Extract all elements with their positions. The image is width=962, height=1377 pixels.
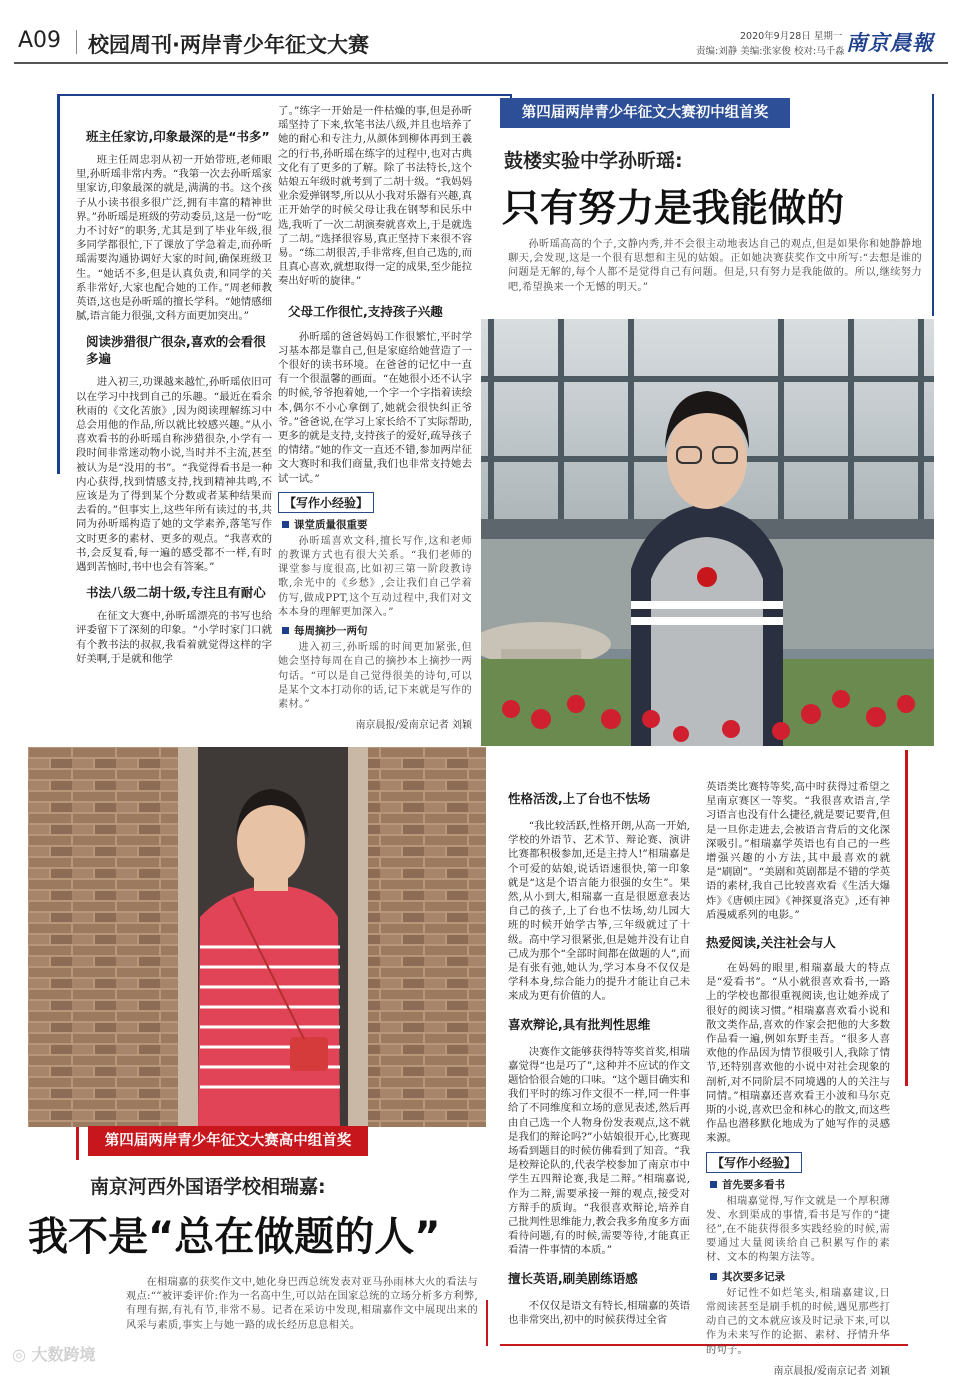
student-portrait-image-2 bbox=[28, 747, 486, 1127]
frame2-right-rule bbox=[905, 750, 908, 1086]
story2-subhead-1: 性格活泼,上了台也不怯场 bbox=[508, 791, 651, 806]
section-title: 校园周刊·两岸青少年征文大赛 bbox=[88, 33, 369, 57]
story2-subhead-4: 热爱阅读,关注社会与人 bbox=[706, 935, 836, 951]
story2-column-1 bbox=[508, 790, 690, 1327]
story2-column-2 bbox=[706, 780, 890, 1377]
header-divider bbox=[76, 30, 77, 54]
writing-tips-label: 【写作小经验】 bbox=[278, 492, 374, 513]
story2-banner-text: 第四届两岸青少年征文大赛高中组首奖 bbox=[104, 1133, 352, 1149]
story1-byline: 南京晨报/爱南京记者 刘颖 bbox=[355, 720, 472, 732]
story1-tip-1: 课堂质量很重要 bbox=[282, 517, 472, 532]
story1-photo bbox=[481, 319, 934, 746]
frame-left-rule bbox=[57, 94, 60, 474]
writing-tips-label-2: 【写作小经验】 bbox=[706, 1152, 802, 1173]
story1-column-1 bbox=[76, 118, 272, 666]
story1-column-2 bbox=[278, 104, 472, 731]
story1-kicker: 鼓楼实验中学孙昕瑶: bbox=[504, 150, 683, 172]
story1-subhead-2: 阅读涉猎很广很杂,喜欢的会看很多遍 bbox=[86, 334, 266, 367]
story1-tip-1-text: 孙昕瑶喜欢文科,擅长写作,这和老师的教课方式也有很大关系。“我们老师的课堂参与度很高,比如初三第一阶段教诗歌,余光中的《乡愁》,会让我们自己学着仿写,做成PPT,这个互动过程中,我们对文本本身的理解更加深入。” bbox=[278, 535, 472, 618]
story1-subhead-3: 书法八级二胡十级,专注且有耐心 bbox=[86, 585, 266, 601]
issue-date: 2020年9月28日 星期一 bbox=[740, 31, 843, 42]
editor-credits: 责编:刘静 美编:张家俊 校对:马千淼 bbox=[696, 46, 845, 57]
story1-tips-header bbox=[278, 492, 472, 513]
story1-paragraph-3: 在征文大赛中,孙昕瑶漂亮的书写也给评委留下了深刻的印象。“小学时家门口就有个教书法的叔叔,我看着就觉得这样的字好美啊,于是就和他学 bbox=[76, 610, 272, 665]
story2-paragraph-4: 英语类比赛特等奖,高中时获得过希望之星南京赛区一等奖。“我很喜欢语言,学习语言也没有什么捷径,就是要记要背,但是一旦你走进去,会被语言背后的文化深深吸引。”相瑞嘉学英语也有自己的一些增强兴趣的小方法,其中最喜欢的就是“刷剧”。“美剧和英剧都是不错的学英语的素材,我自己比较喜欢看《生活大爆炸》《唐顿庄园》《神探夏洛克》,还有神盾漫威系列的电影。” bbox=[706, 781, 890, 921]
story2-byline: 南京晨报/爱南京记者 刘颖 bbox=[773, 1365, 890, 1377]
header-rule bbox=[14, 62, 948, 64]
masthead-logo: 南京晨報 bbox=[846, 30, 934, 55]
story2-tips-header bbox=[706, 1152, 890, 1173]
story2-tip-1: 首先要多看书 bbox=[710, 1177, 890, 1192]
page-number: A09 bbox=[18, 28, 62, 53]
story1-subhead-4: 父母工作很忙,支持孩子兴趣 bbox=[288, 303, 443, 319]
watermark-text: 大数跨境 bbox=[31, 1345, 96, 1364]
story1-paragraph-2: 进入初三,功课越来越忙,孙昕瑶依旧可以在学习中找到自己的乐趣。“最近在看余秋雨的《文化苦旅》,因为阅读理解练习中总会用他的作品,所以就比较感兴趣。”从小喜欢看书的孙昕瑶自称涉猎很杂,小学有一段时间非常迷动物小说,当时并不主流,甚至被认为是“没用的书”。“我觉得看书是一种内心获得,找到情感支持,找到精神共鸣,不应该是为了得到某个分数或者某种结果而去看的。”但事实上,这些年所有读过的书,共同为孙昕瑶构造了她的文学素养,落笔写作文时更多的素材、更多的观点。“我喜欢的书,会反复看,每一遍的感受都不一样,有时遇到苦恼时,书中也会有答案。” bbox=[76, 376, 272, 574]
story2-kicker: 南京河西外国语学校相瑞嘉: bbox=[90, 1176, 326, 1198]
frame2-corner-rule bbox=[486, 1300, 488, 1346]
story2-tip-2-text: 好记性不如烂笔头,相瑞嘉建议,日常阅读甚至是刷手机的时候,遇见那些打动自己的文本就应该及时记录下来,可以作为未来写作的论据、素材、抒情升华的句子。 bbox=[706, 1287, 890, 1356]
story2-intro: 在相瑞嘉的获奖作文中,她化身巴西总统发表对亚马孙雨林大火的看法与观点:“”被评委评价:作为一名高中生,可以站在国家总统的立场分析多方利弊,有理有据,有礼有节,非常不易。记者在采访中发现,相瑞嘉作文中展现出来的风采与素质,事实上与她一路的成长经历息息相关。 bbox=[126, 1277, 478, 1331]
story1-banner-text: 第四届两岸青少年征文大赛初中组首奖 bbox=[521, 105, 769, 121]
story2-photo bbox=[28, 747, 486, 1127]
watermark bbox=[12, 1342, 96, 1365]
story1-intro: 孙昕瑶高高的个子,文静内秀,并不会很主动地表达自己的观点,但是如果你和她静静地聊天,会发现,这是一个很有思想和主见的姑娘。正如她决赛获奖作文中所写:“去想是谁的问题是无解的,每个人都不是觉得自己有问题。但是,只有努力是我能做的。所以,继续努力吧,希望换来一个无憾的明天。” bbox=[508, 239, 922, 293]
story2-tip-2: 其次要多记录 bbox=[710, 1269, 890, 1284]
story1-subhead-1: 班主任家访,印象最深的是“书多” bbox=[86, 129, 270, 144]
story2-paragraph-1: “我比较活跃,性格开朗,从高一开始,学校的外语节、艺术节、辩论赛、演讲比赛都积极参加,还是主持人!”相瑞嘉是个可爱的姑娘,说话语速很快,第一印象就是“这是个语言能力很强的女生”。果然,从小到大,相瑞嘉一直是很愿意表达自己的孩子,上了台也不怯场,幼儿园大班的时候开始学古筝,三年级就过了十级。高中学习很紧张,但是她并没有让自己成为那个“全部时间都在做题的人”,而是有张有弛,她认为,学习本身不仅仅是学科本身,综合能力的提升才能让自己未来成为更有价值的人。 bbox=[508, 820, 690, 1003]
story1-paragraph-1: 班主任周忠羽从初一开始带班,老师眼里,孙昕瑶非常内秀。“我第一次去孙昕瑶家里家访,印象最深的就是,满满的书。这个孩子从小读书很多很广泛,拥有丰富的精神世界。”孙昕瑶是班级的劳动委员,这是一份“吃力不讨好”的职务,尤其是到了毕业年级,很多同学都很忙,下了课放了学急着走,而孙昕瑶需要沟通协调好大家的时间,确保班级卫生。“她话不多,但是认真负责,和同学的关系非常好,大家也配合她的工作。”周老师教英语,这也是孙昕瑶的擅长学科。“她情感细腻,语言能力很强,文科方面更加突出。” bbox=[76, 154, 272, 323]
story2-subhead-2: 喜欢辩论,具有批判性思维 bbox=[508, 1016, 651, 1032]
story2-paragraph-3: 不仅仅是语文有特长,相瑞嘉的英语也非常突出,初中的时候获得过全省 bbox=[508, 1299, 690, 1326]
frame-right-rule bbox=[932, 94, 934, 316]
story2-paragraph-2: 决赛作文能够获得特等奖首奖,相瑞嘉觉得“也是巧了”,这种并不应试的作文题恰恰很合她的口味。“这个题目确实和我们平时的练习作文很不一样,同一件事给了不同维度和立场的意见表述,然后再由自己选一个人物身份发表观点,这不就是我们的辩论吗?”小姑娘很开心,比赛现场看到题目的时候仿佛看到了知音。“我是校辩论队的,代表学校参加了南京市中学生五四辩论赛,我是二辩。”相瑞嘉说,作为二辩,需要承接一辩的观点,接受对方辩手的质询。“我很喜欢辩论,培养自己批判性思维能力,教会我多角度多方面看待问题,有的时候,需要等待,才能真正看清一件事情的本质。” bbox=[508, 1045, 690, 1257]
story2-headline: 我不是“总在做题的人” bbox=[28, 1214, 441, 1260]
story1-banner bbox=[500, 98, 790, 128]
frame-top-rule bbox=[60, 94, 512, 96]
watermark-logo-icon: ◎ bbox=[12, 1345, 32, 1364]
story1-tip-2: 每周摘抄一两句 bbox=[282, 623, 472, 638]
story2-banner bbox=[88, 1126, 368, 1156]
story2-tip-1-text: 相瑞嘉觉得,写作文就是一个厚积薄发、水到渠成的事情,看书是写作的“捷径”,在不能获得很多实践经验的时候,需要通过大量阅读给自己积累写作的素材、文本的构架方法等。 bbox=[706, 1195, 890, 1264]
story2-subhead-3: 擅长英语,刷美剧练语感 bbox=[508, 1270, 638, 1286]
student-portrait-image bbox=[481, 319, 934, 746]
story1-paragraph-5: 孙昕瑶的爸爸妈妈工作很繁忙,平时学习基本都是靠自己,但是家庭给她营造了一个很好的读书环境。在爸爸的记忆中一直有一个很温馨的画面。“在她很小还不认字的时候,爷爷抱着她,一个字一个字指着读绘本,偶尔不小心拿倒了,她就会很快纠正爷爷。”爸爸说,在学习上家长给不了实际帮助,更多的就是支持,支持孩子的爱好,疏导孩子的情绪。”她的作文一直还不错,参加两岸征文大赛时和我们商量,我们也非常支持她去试一试。” bbox=[278, 330, 472, 485]
story1-paragraph-4: 了。”练字一开始是一件枯燥的事,但是孙昕瑶坚持了下来,软笔书法八级,并且也培养了她的耐心和专注力,从颜体到柳体再到王羲之的行书,孙昕瑶在练字的过程中,也对古典文化有了更多的了解。除了书法特长,这个姑娘五年级时就考到了二胡十级。“我妈妈业余爱弹钢琴,所以从小我对乐器有兴趣,真正开始学的时候父母让我在钢琴和民乐中选,我听了一次二胡演奏就喜欢上,于是就选了二胡。”选择很容易,真正坚持下来很不容易。“练二胡很苦,手非常疼,但自己选的,而且真心喜欢,就想取得一定的成果,至少能拉奏出好听的旋律。” bbox=[278, 105, 472, 288]
page-header bbox=[0, 0, 962, 66]
story1-tip-2-text: 进入初三,孙昕瑶的时间更加紧张,但她会坚持每周在自己的摘抄本上摘抄一两句话。“可以是自己觉得很美的诗句,可以是某个文本打动你的话,记下来就是写作的素材。” bbox=[278, 642, 472, 710]
story1-headline: 只有努力是我能做的 bbox=[502, 186, 845, 230]
story2-paragraph-5: 在妈妈的眼里,相瑞嘉最大的特点是“爱看书”。“从小就很喜欢看书,一路上的学校也都很重视阅读,也让她养成了很好的阅读习惯。”相瑞嘉喜欢看小说和散文类作品,喜欢的作家会把他的大多数作品看一遍,例如东野圭吾。“很多人喜欢他的作品因为情节很吸引人,我除了情节,还特别喜欢他的小说中对社会现象的剖析,对不同阶层不同境遇的人的关注与同情。”相瑞嘉还喜欢看王小波和马尔克斯的小说,喜欢巴金和林心的散文,而这些作品也潜移默化地成为了她写作的灵感来源。 bbox=[706, 962, 890, 1145]
